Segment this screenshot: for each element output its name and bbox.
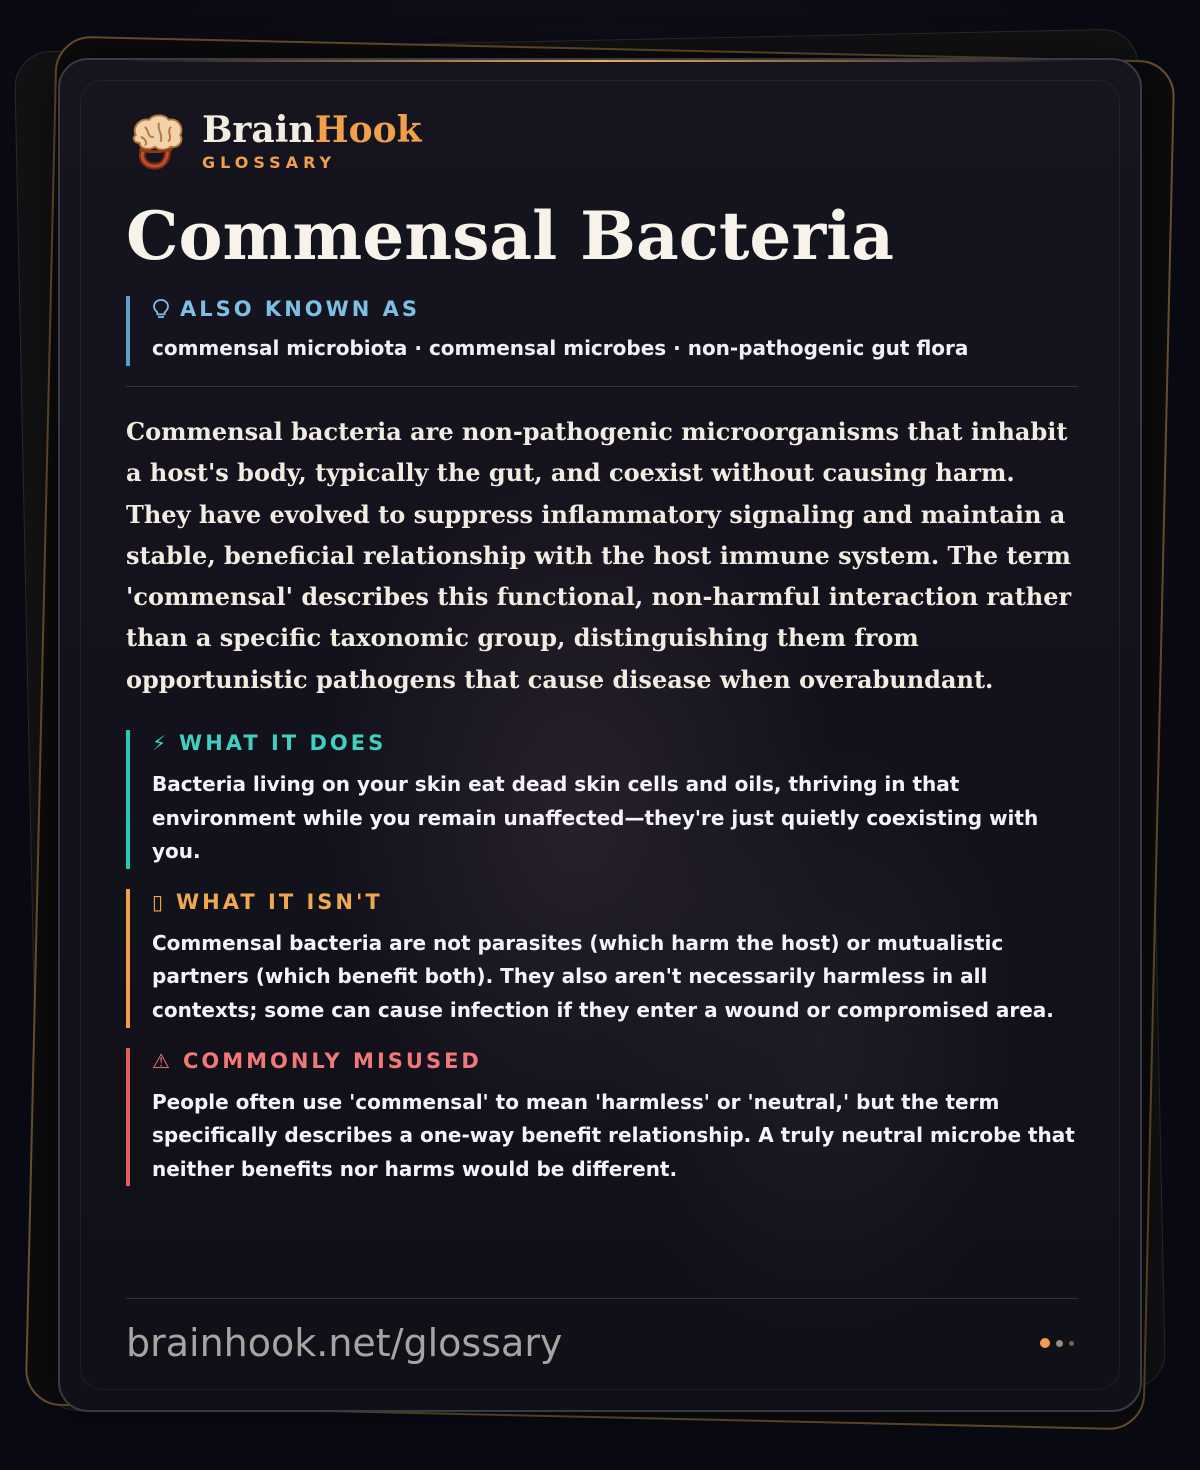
also-known-as-label-text: ALSO KNOWN AS	[180, 297, 421, 321]
what-it-isnt-body: Commensal bacteria are not parasites (which harm the host) or mutualistic partners (which benefit both). They also aren't necessarily harmless in all contexts; some can cause infection if they enter a wound or compromised area.	[152, 930, 1054, 1023]
missing-glyph-icon: ▯	[152, 889, 167, 914]
brand-name-hook: Hook	[314, 108, 422, 151]
warning-icon: ⚠	[152, 1048, 173, 1073]
brand-name-brain: Brain	[202, 108, 315, 151]
commonly-misused-section	[126, 1048, 1078, 1187]
brain-hook-logo-icon	[126, 110, 188, 172]
pagination-dot	[1056, 1340, 1063, 1347]
also-known-as-section	[126, 296, 1078, 366]
brand-text	[202, 108, 422, 172]
also-known-as-list: commensal microbiota · commensal microbes · non-pathogenic gut flora	[152, 336, 969, 360]
what-it-isnt-section	[126, 889, 1078, 1028]
pagination-dot	[1069, 1341, 1074, 1346]
what-it-isnt-label	[152, 889, 1078, 915]
footer-url[interactable]: brainhook.net/glossary	[126, 1321, 563, 1365]
divider	[126, 386, 1078, 387]
card-content	[126, 106, 1078, 1186]
what-it-does-body: Bacteria living on your skin eat dead skin cells and oils, thriving in that environment while you remain unaffected—they're just quietly coexisting with you.	[152, 772, 1039, 864]
what-it-does-label-text: WHAT IT DOES	[179, 731, 387, 756]
what-it-does-label	[152, 730, 1078, 756]
also-known-as-label	[152, 296, 1078, 322]
definition-text: Commensal bacteria are non-pathogenic microorganisms that inhabit a host's body, typically the gut, and coexist without causing harm. They have evolved to suppress inflammatory signaling and maintain a stable, beneficial relationship with the host immune system. The term 'commensal' describes this functional, non-harmful interaction rather than a specific taxonomic group, distinguishing them from opportunistic pathogens that cause disease when overabundant.	[126, 417, 1072, 694]
pagination-dots	[1034, 1338, 1074, 1348]
brand-header	[126, 106, 1078, 176]
term-title: Commensal Bacteria	[126, 197, 894, 275]
commonly-misused-label-text: COMMONLY MISUSED	[182, 1048, 482, 1073]
what-it-isnt-label-text: WHAT IT ISN'T	[176, 889, 383, 914]
glossary-card	[58, 58, 1142, 1412]
brand-subtitle: GLOSSARY	[202, 152, 337, 172]
lightning-icon: ⚡	[152, 731, 170, 756]
pagination-dot-active	[1040, 1338, 1050, 1348]
brand-name	[202, 108, 422, 151]
commonly-misused-label	[152, 1048, 1078, 1074]
what-it-does-section	[126, 730, 1078, 869]
lightbulb-icon	[152, 298, 170, 320]
footer-divider	[126, 1298, 1078, 1299]
commonly-misused-body: People often use 'commensal' to mean 'harmless' or 'neutral,' but the term specifically describes a one-way benefit relationship. A truly neutral microbe that neither benefits nor harms would be different.	[152, 1089, 1075, 1181]
